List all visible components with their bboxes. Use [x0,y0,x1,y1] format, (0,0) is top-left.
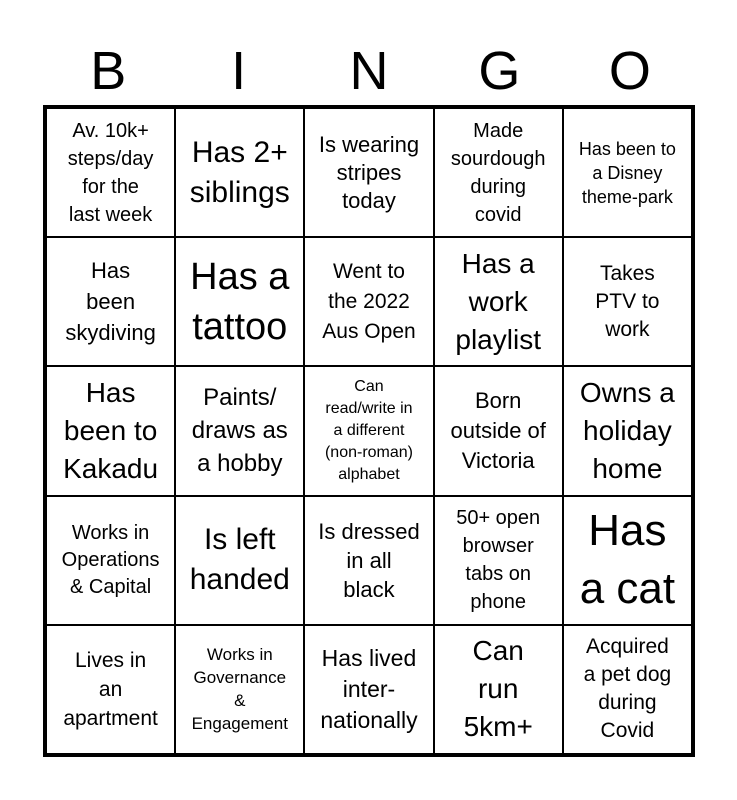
bingo-header [43,38,695,104]
header-letter-o: O [608,41,651,101]
header-letter-n: N [349,41,389,101]
bingo-cell[interactable] [563,366,692,495]
header-letter-g: G [478,41,521,101]
bingo-cell[interactable] [304,366,433,495]
bingo-cell[interactable] [46,237,175,366]
bingo-cell-label: Paints/ draws as a hobby [191,384,288,478]
bingo-cell[interactable] [563,108,692,237]
bingo-cell-label: Has 2+ siblings [189,135,290,209]
bingo-cell-label: Takes PTV to work [595,261,660,341]
bingo-cell[interactable] [434,366,563,495]
bingo-cell[interactable] [46,108,175,237]
bingo-cell[interactable] [304,108,433,237]
bingo-cell[interactable] [175,366,304,495]
bingo-cell[interactable] [46,496,175,625]
bingo-cell[interactable] [434,625,563,754]
header-letter-b: B [90,41,127,101]
bingo-cell[interactable] [175,496,304,625]
bingo-cell[interactable] [175,625,304,754]
bingo-cell-label: Has a tattoo [190,255,290,348]
bingo-cell-label: Is dressed in all black [318,518,420,602]
bingo-cell-label: Lives in an apartment [63,648,158,730]
bingo-cell[interactable] [434,496,563,625]
bingo-cell-label: Is wearing stripes today [318,131,420,213]
header-letter-i: I [231,41,247,101]
bingo-cell-label: Can run 5km+ [463,635,533,743]
bingo-cell-label: Has a cat [579,506,676,614]
bingo-cell[interactable] [304,496,433,625]
bingo-cell[interactable] [46,625,175,754]
bingo-cell[interactable] [434,108,563,237]
bingo-cell-label: Born outside of Victoria [450,387,546,473]
bingo-cell[interactable] [563,625,692,754]
bingo-cell-label: Owns a holiday home [579,376,675,484]
bingo-cell-label: Acquired a pet dog during Covid [583,635,672,743]
bingo-cell-label: Works in Operations & Capital [61,521,160,598]
bingo-cell-label: Can read/write in a different (non-roman) alphabet [324,377,413,483]
bingo-cell-label: Made sourdough during covid [450,119,546,226]
bingo-cell[interactable] [175,108,304,237]
bingo-cell[interactable] [46,366,175,495]
bingo-cell-label: Has been to a Disney theme-park [578,138,676,207]
bingo-board [43,105,695,757]
bingo-cell-label: Has a work playlist [455,247,541,355]
bingo-cell-label: Has been to Kakadu [63,376,159,484]
bingo-cell[interactable] [563,237,692,366]
bingo-cell[interactable] [304,625,433,754]
bingo-cell-label: Went to the 2022 Aus Open [322,259,416,343]
bingo-cell-label: 50+ open browser tabs on phone [456,507,541,614]
bingo-cell-label: Works in Governance & Engagement [191,645,288,734]
bingo-cell[interactable] [175,237,304,366]
bingo-cell-label: Is left handed [189,523,290,597]
bingo-cell[interactable] [304,237,433,366]
bingo-cell[interactable] [563,496,692,625]
bingo-cell[interactable] [434,237,563,366]
bingo-cell-label: Has been skydiving [65,258,156,346]
bingo-cell-label: Av. 10k+ steps/day for the last week [67,119,154,226]
bingo-cell-label: Has lived inter- nationally [320,644,418,733]
